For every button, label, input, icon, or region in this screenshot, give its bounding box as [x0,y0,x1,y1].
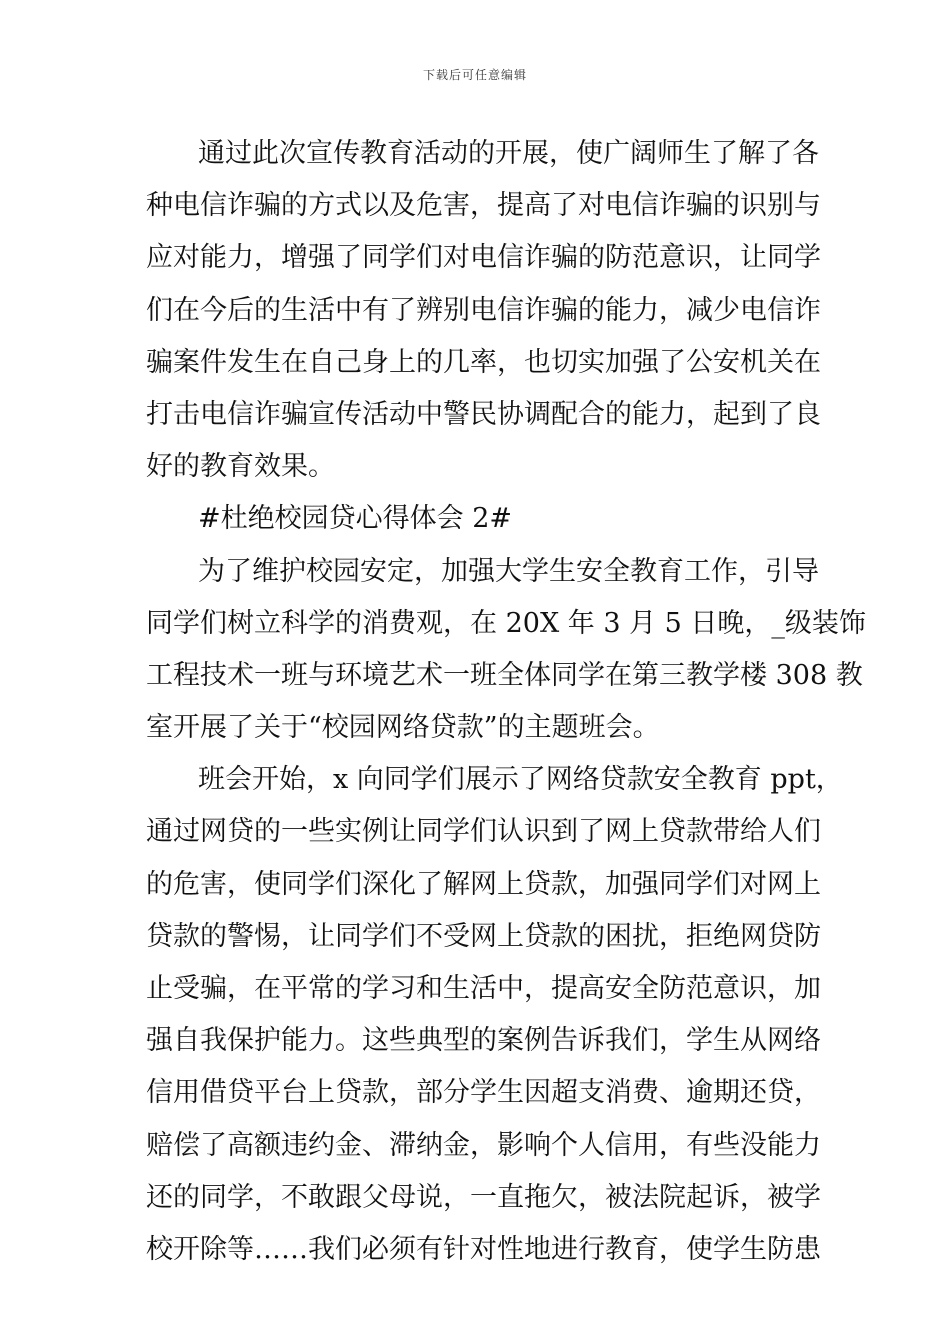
document-body [146,128,866,1276]
paragraph-line: 止受骗，在平常的学习和生活中，提高安全防范意识，加 [146,973,821,1004]
paragraph-line: 信用借贷平台上贷款，部分学生因超支消费、逾期还贷， [146,1077,821,1109]
paragraph-line: 强自我保护能力。这些典型的案例告诉我们，学生从网络 [146,1025,821,1057]
paragraph-line: 赔偿了高额违约金、滞纳金，影响个人信用，有些没能力 [146,1129,821,1161]
paragraph-line: 还的同学，不敢跟父母说，一直拖欠，被法院起诉，被学 [146,1181,821,1213]
paragraph-line: 们在今后的生活中有了辨别电信诈骗的能力，减少电信诈 [146,294,821,326]
section-heading: #杜绝校园贷心得体会 2# [198,503,513,535]
paragraph-line: 通过网贷的一些实例让同学们认识到了网上贷款带给人们 [146,816,821,848]
paragraph-line: 室开展了关于“校园网络贷款”的主题班会。 [146,712,660,744]
paragraph-line: 骗案件发生在自己身上的几率，也切实加强了公安机关在 [146,346,821,378]
paragraph-line: 同学们树立科学的消费观，在 20X 年 3 月 5 日晚，_级装饰 [146,607,866,639]
paragraph-line: 好的教育效果。 [146,451,335,483]
paragraph-line: 贷款的警惕，让同学们不受网上贷款的困扰，拒绝网贷防 [146,920,821,952]
paragraph-line: 的危害，使同学们深化了解网上贷款，加强同学们对网上 [146,868,821,900]
paragraph-line: 工程技术一班与环境艺术一班全体同学在第三教学楼 308 教 [146,659,863,691]
paragraph-line: 通过此次宣传教育活动的开展，使广阔师生了解了各 [198,138,819,169]
paragraph-line: 打击电信诈骗宣传活动中警民协调配合的能力，起到了良 [146,398,821,430]
header-note: 下载后可任意编辑 [422,68,527,82]
paragraph-line: 种电信诈骗的方式以及危害，提高了对电信诈骗的识别与 [146,190,821,222]
paragraph-line: 班会开始，x 向同学们展示了网络贷款安全教育 ppt， [198,764,843,796]
paragraph-line: 应对能力，增强了同学们对电信诈骗的防范意识，让同学 [146,242,821,274]
paragraph-line: 为了维护校园安定，加强大学生安全教育工作，引导 [198,555,819,587]
paragraph-line: 校开除等……我们必须有针对性地进行教育，使学生防患 [146,1233,821,1265]
